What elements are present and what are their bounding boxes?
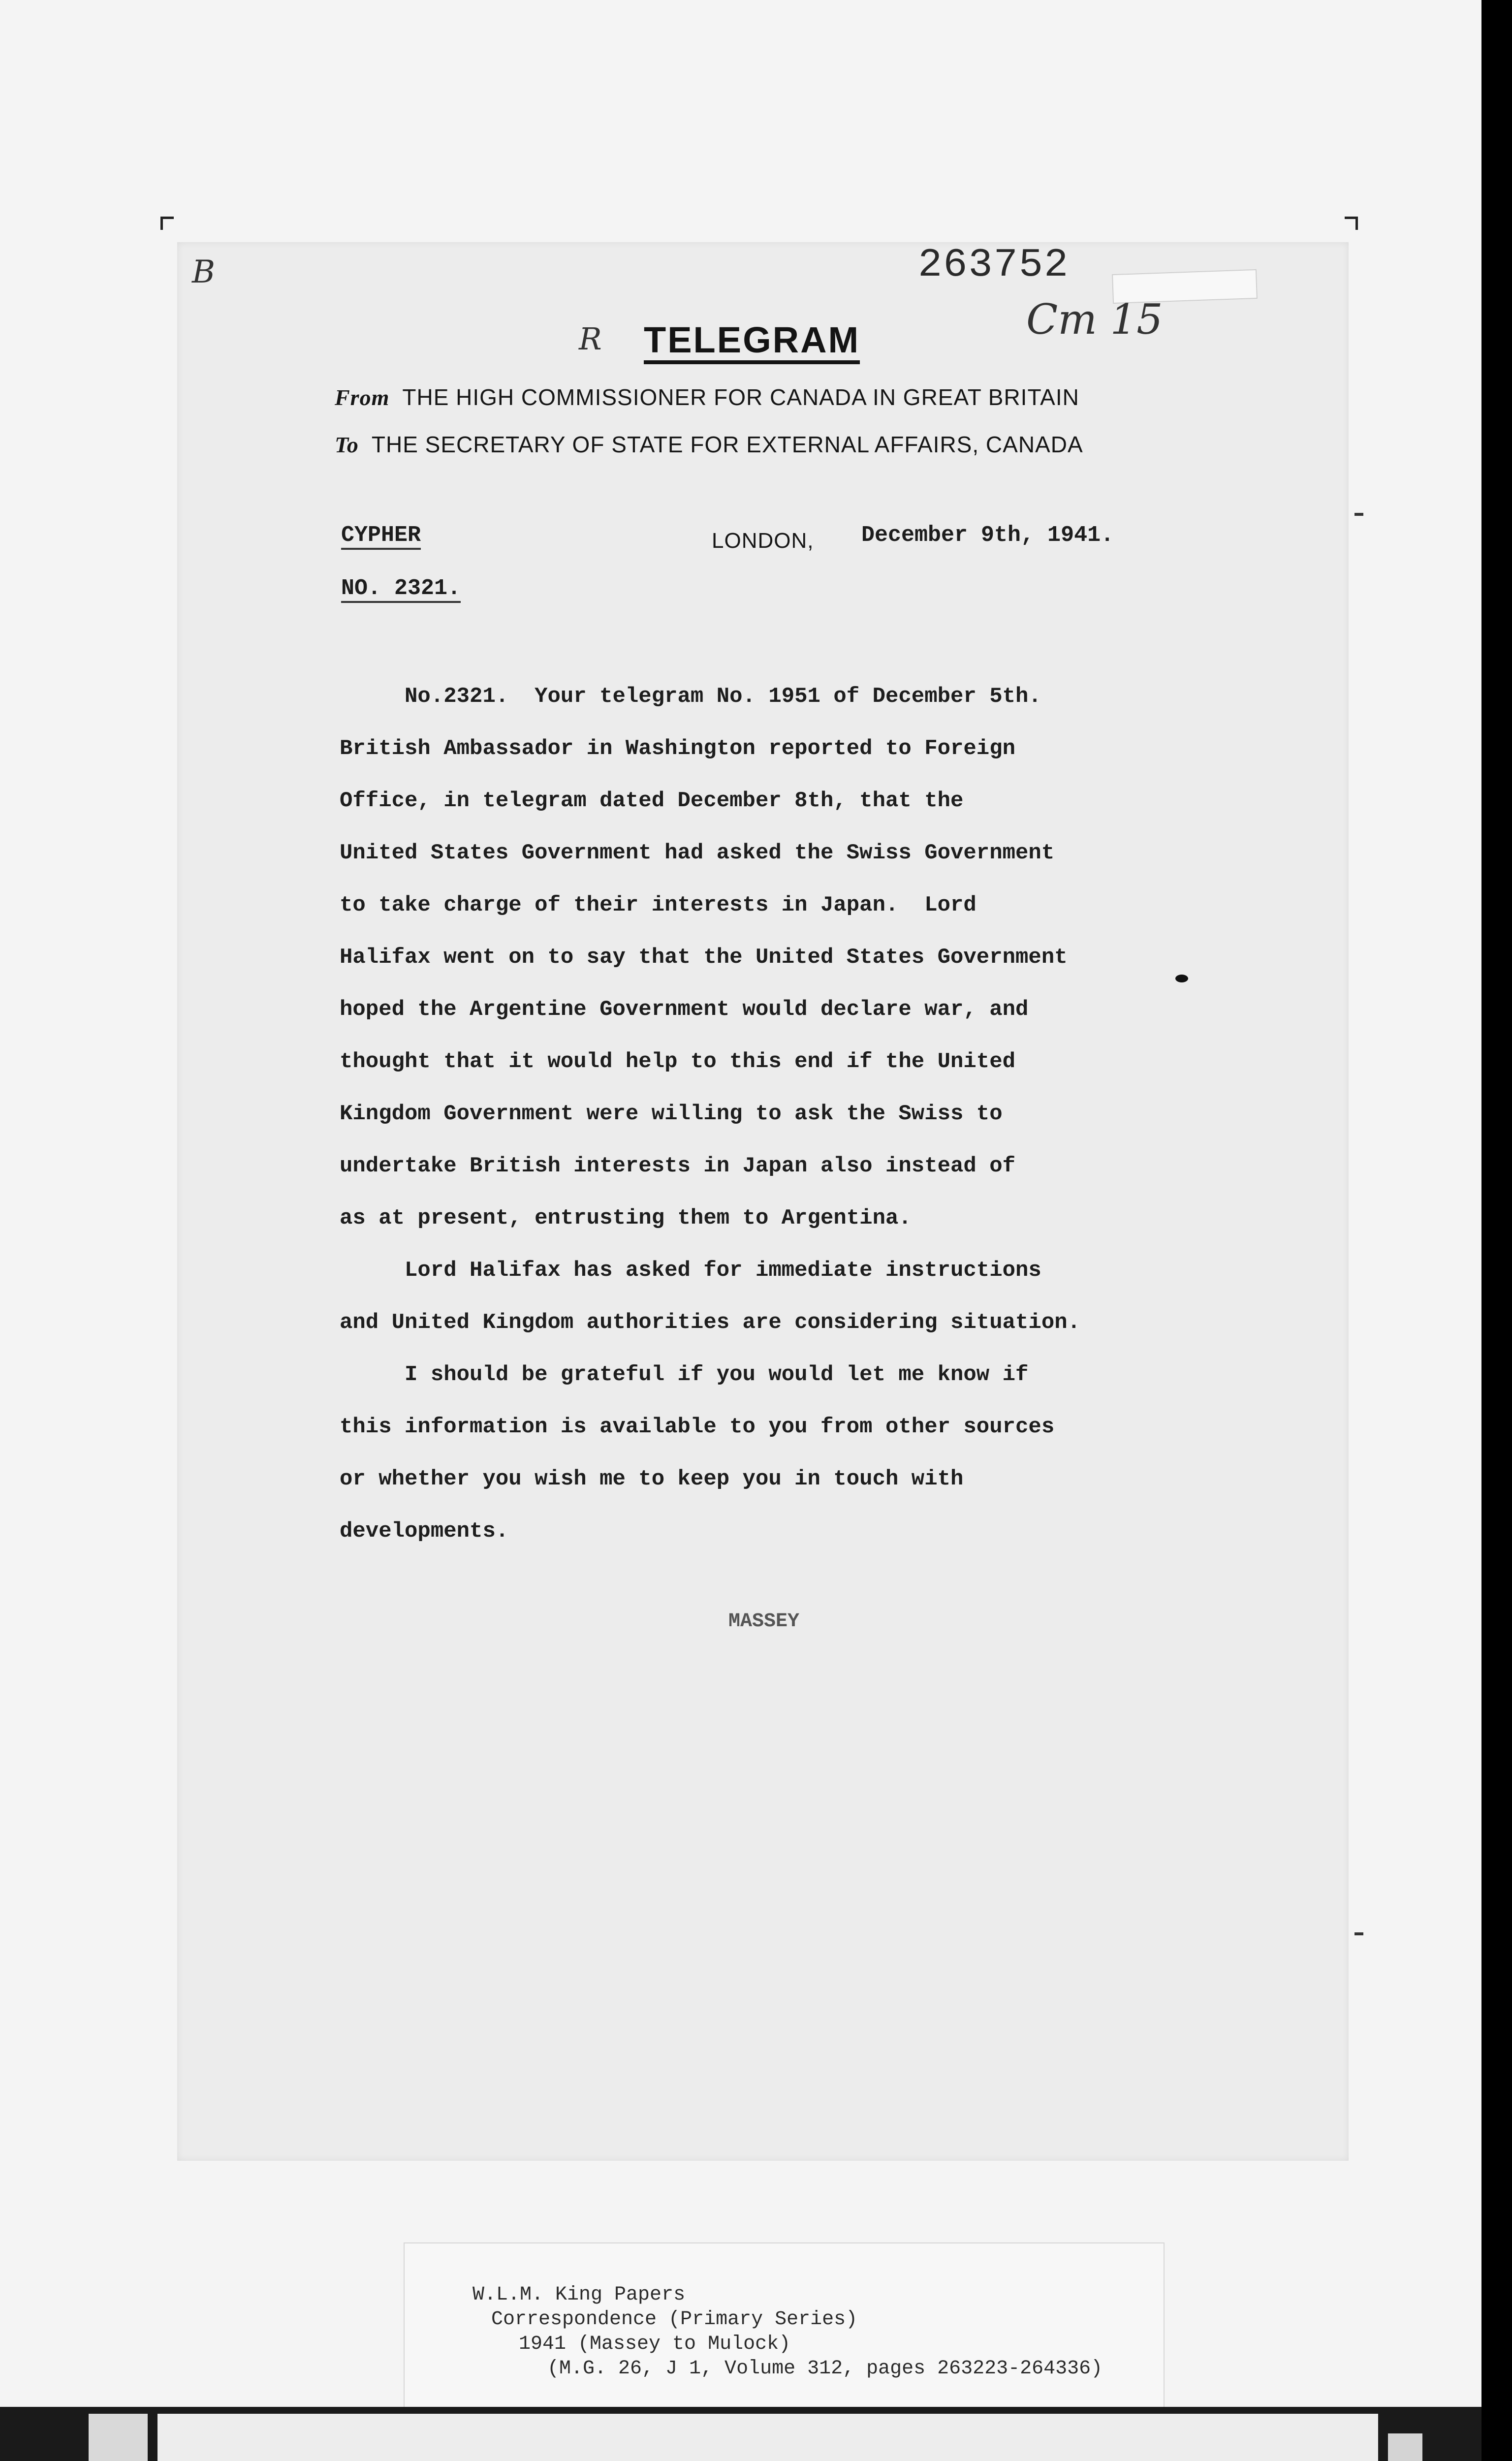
collection-label-card — [404, 2242, 1165, 2412]
from-label: From — [335, 385, 390, 410]
to-text: THE SECRETARY OF STATE FOR EXTERNAL AFFAIRS, CANADA — [371, 432, 1083, 457]
crop-mark-right — [1354, 1932, 1363, 1935]
film-edge — [1481, 0, 1512, 2461]
cypher-label: CYPHER — [341, 523, 421, 550]
archive-identification-card — [158, 2414, 1378, 2461]
handwritten-initials: B — [192, 254, 216, 290]
to-line — [335, 431, 1083, 458]
document-number-stamp: 263752 — [918, 242, 1070, 288]
from-text: THE HIGH COMMISSIONER FOR CANADA IN GREAT BRITAIN — [402, 384, 1079, 410]
body-paragraph: No.2321. Your telegram No. 1951 of December 5th. British Ambassador in Washington reported to Foreign Office, in telegram dated December 8th, that the United States Government had asked the Swiss Government to take charge of their interests in Japan. Lord Halifax went on to say that the United States Government hoped the Argentine Government would declare war, and thought that it would help to this end if the United Kingdom Government were willing to ask the Swiss to undertake British interests in Japan also instead of as at present, entrusting them to Argentina. — [340, 684, 1068, 1230]
from-line — [335, 384, 1079, 410]
ink-blot — [1175, 975, 1188, 982]
collection-reference: (M.G. 26, J 1, Volume 312, pages 263223-264336) — [547, 2358, 1103, 2380]
signature: MASSEY — [728, 1610, 800, 1633]
telegram-document — [177, 242, 1349, 2161]
body-paragraph: I should be grateful if you would let me know if this information is available to you from other sources or whether you wish me to keep you in touch with developments. — [340, 1362, 1055, 1544]
crop-mark-top-right — [1345, 217, 1358, 230]
collection-range: 1941 (Massey to Mulock) — [519, 2333, 791, 2355]
collection-series: Correspondence (Primary Series) — [491, 2308, 858, 2331]
handwritten-note: R — [579, 321, 602, 357]
telegram-title: TELEGRAM — [644, 321, 860, 364]
place-of-origin: LONDON, — [712, 529, 814, 553]
handwritten-file-note: Cm 15 — [1026, 295, 1163, 344]
to-label: To — [335, 432, 359, 457]
telegram-number: NO. 2321. — [341, 576, 461, 603]
collection-title: W.L.M. King Papers — [472, 2284, 686, 2306]
crop-mark-top-left — [160, 217, 174, 230]
crop-mark-right — [1354, 513, 1363, 516]
telegram-body — [340, 670, 1265, 1557]
body-paragraph: Lord Halifax has asked for immediate instructions and United Kingdom authorities are considering situation. — [340, 1258, 1081, 1335]
telegram-date: December 9th, 1941. — [861, 523, 1114, 548]
